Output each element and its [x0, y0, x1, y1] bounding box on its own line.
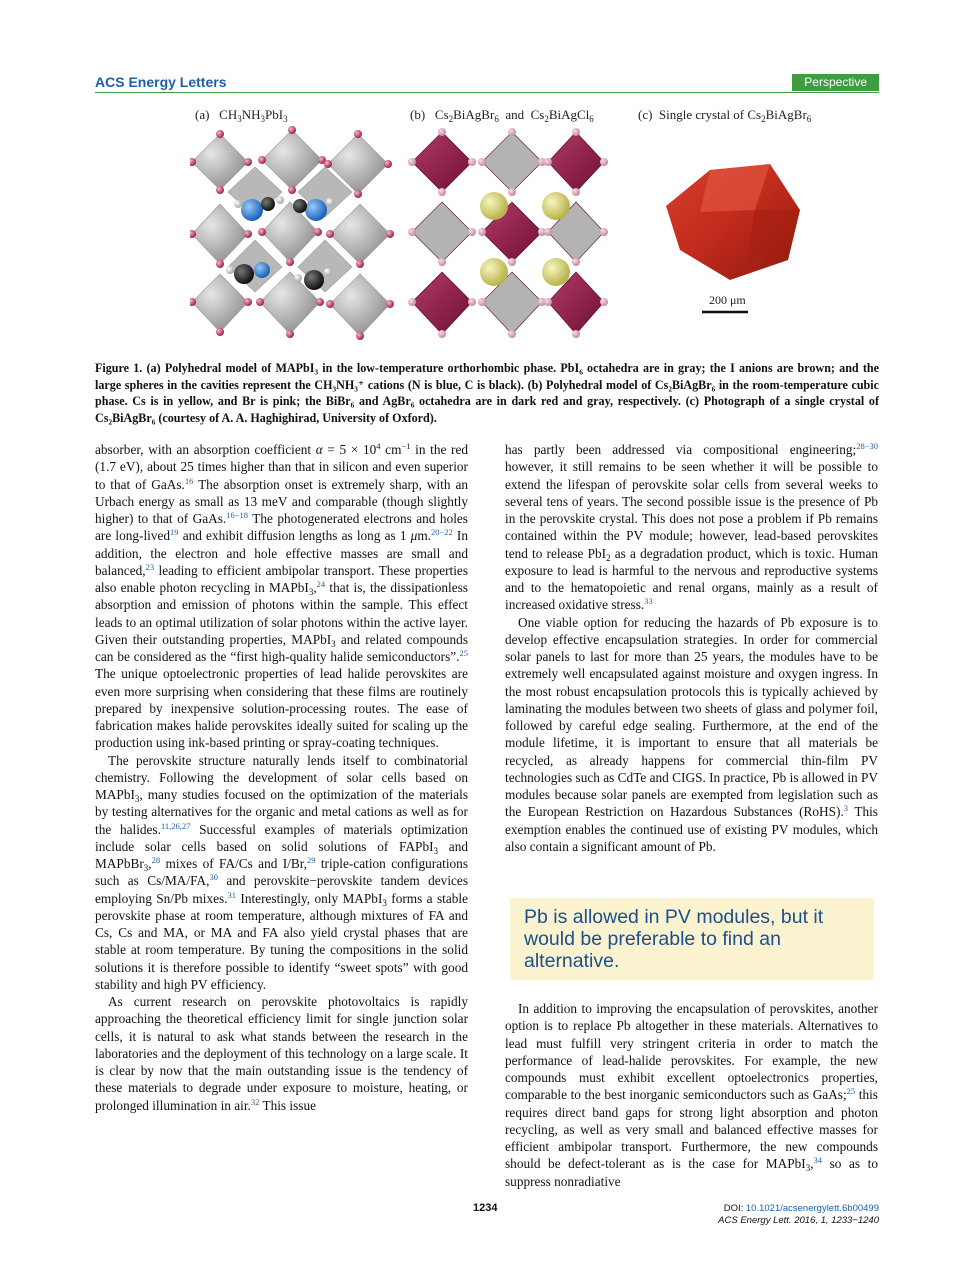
page-number: 1234	[473, 1202, 498, 1214]
figure-caption	[95, 360, 879, 426]
panel-b-label: (b) $Cs_2BiAgBr_6$ and $Cs_2BiAgCl_6$	[410, 107, 594, 124]
doi-link[interactable]: 10.1021/acsenergylett.6b00499	[745, 1203, 879, 1214]
paragraph: In addition to improving the encapsulation of perovskites, another option is to replace Pb altogether in these materials. Alternatives to lead must fulfill very stringent criteria in order to match the performance of lead-halide perovskites. For example, the new compounds must exhibit excellent optoelectronics properties, comparable to the best inorganic semiconductors such as GaAs;$^{25}$ this requires direct band gaps for strong light absorption and photon recycling, as well as very small and balanced effective masses for efficient ambipolar transport. Furthermore, the new compounds should be defect-tolerant as is the case for MAPbI$_3$,$^{34}$ so as to suppress nonradiative	[505, 1001, 879, 1189]
paragraph: One viable option for reducing the hazards of Pb exposure is to develop effective encapsulation strategies. In order for commercial solar panels to last for more than 25 years, the modules have to be extremely well encapsulated against moisture and oxygen ingress. In the most robust encapsulation protocols this is typically achieved by laminating the modules between two sheets of glass and polymer foil, followed by careful edge sealing. Furthermore, at the end of the module lifetime, it is important to ensure that all materials be recycled, as already happens for commercial thin-film PV technologies such as CdTe and CIGS. In practice, Pb is allowed in PV modules because solar panels are exempted from legislation such as the European Restriction on Hazardous Substances (RoHS).$^3$ This exemption enables the continued use of existing PV modules, which also contain a significant amount of Pb.	[505, 614, 878, 854]
page-header	[95, 72, 879, 92]
cs2biagbr6-model-image	[408, 122, 608, 372]
caption-text: (a) Polyhedral model of MAPbI₃ in the low-temperature orthorhombic phase. PbI₆ octahedra are in gray; the I anions are brown; and the large spheres in the cavities represent the CH₃NH₃⁺ cations (N is blue, C is black). (b) Polyhedral model of Cs₂BiAgBr₆ in the room-temperature cubic phase. Cs is in yellow, and Br is pink; the BiBr₆ and AgBr₆ octahedra are in dark red and gray, respectively. (c) Photograph of a single crystal of Cs₂BiAgBr₆ (courtesy of A. A. Haghighirad, University of Oxford).	[95, 361, 879, 425]
footer-citation	[718, 1203, 879, 1227]
panel-a-label: (a) $CH_3NH_3PbI_3$	[195, 107, 288, 124]
right-column	[505, 441, 878, 855]
header-rule	[95, 92, 879, 93]
pull-quote	[510, 898, 874, 980]
section-badge: Perspective	[792, 74, 879, 91]
paragraph: The perovskite structure naturally lends itself to combinatorial chemistry. Following the development of solar cells based on MAPbI$_3$, many studies focused on the optimization of the materials by testing alternatives for the organic and metal cations as well as for the halides.$^{11,26,27}$ Successful examples of materials optimization include solar cells based on solid solutions of FAPbI$_3$ and MAPbBr$_3$,$^{28}$ mixes of FA/Cs and I/Br,$^{29}$ triple-cation configurations such as Cs/MA/FA,$^{30}$ and perovskite−perovskite tandem devices employing Sn/Pb mixes.$^{31}$ Interestingly, only MAPbI$_3$ forms a stable perovskite phase at room temperature, although mixtures of FA and Cs, Cs and MA, or MA and FA also yield crystal phases that are stable at room temperature. By tuning the compositions in the solid solutions it is therefore possible to identify “sweet spots” with good stability and high PV efficiency.	[95, 752, 468, 992]
panel-c-label: (c) Single crystal of $Cs_2BiAgBr_6$	[638, 107, 812, 124]
left-column	[95, 441, 468, 1114]
paragraph: As current research on perovskite photovoltaics is rapidly approaching the theoretical efficiency limit for single junction solar cells, it is natural to ask what stands between the research in the laboratories and the deployment of this technology on a large scale. It is clear by now that the main outstanding issue is the tendency of these materials to degrade under exposure to moisture, heating, or prolonged illumination in air.$^{32}$ This issue	[95, 994, 468, 1113]
journal-title: ACS Energy Letters	[95, 74, 227, 90]
right-column-continued	[505, 1000, 878, 1190]
scale-bar-label: 200 μm	[709, 293, 746, 307]
journal-citation: ACS Energy Lett. 2016, 1, 1233−1240	[718, 1215, 879, 1226]
paragraph: has partly been addressed via compositional engineering;$^{28-30}$ however, it still remains to be seen whether it will be possible to extend the lifespan of perovskite solar cells from several weeks to several tens of years. The second possible issue is the presence of Pb in the perovskite crystal. This does not pose a problem if Pb remains contained within the PV module; however, lead-based perovskites tend to release PbI$_2$ as a degradation product, which is toxic. Human exposure to lead is harmful to the nervous and reproductive systems and to the hematopoietic and renal organs, mainly as a result of increased oxidative stress.$^{33}$	[505, 441, 879, 613]
mapbi3-model-image	[190, 122, 395, 372]
doi-prefix: DOI:	[723, 1203, 746, 1214]
paragraph: absorber, with an absorption coefficient $\alpha = 5 \times 10^4$ $cm^{-1}$ in the red (1.7 eV), about 25 times higher than that in silicon and even superior to that of GaAs.$^{16}$ The absorption onset is extremely sharp, with an Urbach energy as small as 13 meV and comparable (though slightly higher) to that of GaAs.$^{16-18}$ The photogenerated electrons and holes are long-lived$^{19}$ and exhibit diffusion lengths as long as 1 μm.$^{20-22}$ In addition, the electron and hole effective masses are small and balanced,$^{23}$ leading to efficient ambipolar transport. These properties also enable photon recycling in MAPbI$_3$,$^{24}$ that is, the dissipationless absorption and emission of photons within the sample. This effect leads to an optimal utilization of solar photons within the active layer. Given their outstanding properties, MAPbI$_3$ and related compounds can be considered as the “first high-quality halide semiconductors”.$^{25}$ The unique optoelectronic properties of lead halide perovskites are even more surprising when considering that these films are routinely prepared by inexpensive solution-processing routes. The ease of fabrication makes halide perovskites ideally suited for scaling up the production using ink-based printing or spray-coating techniques.	[95, 441, 469, 751]
pull-quote-text: Pb is allowed in PV modules, but it would be preferable to find an alternative.	[524, 906, 824, 972]
caption-label: Figure 1.	[95, 361, 143, 375]
